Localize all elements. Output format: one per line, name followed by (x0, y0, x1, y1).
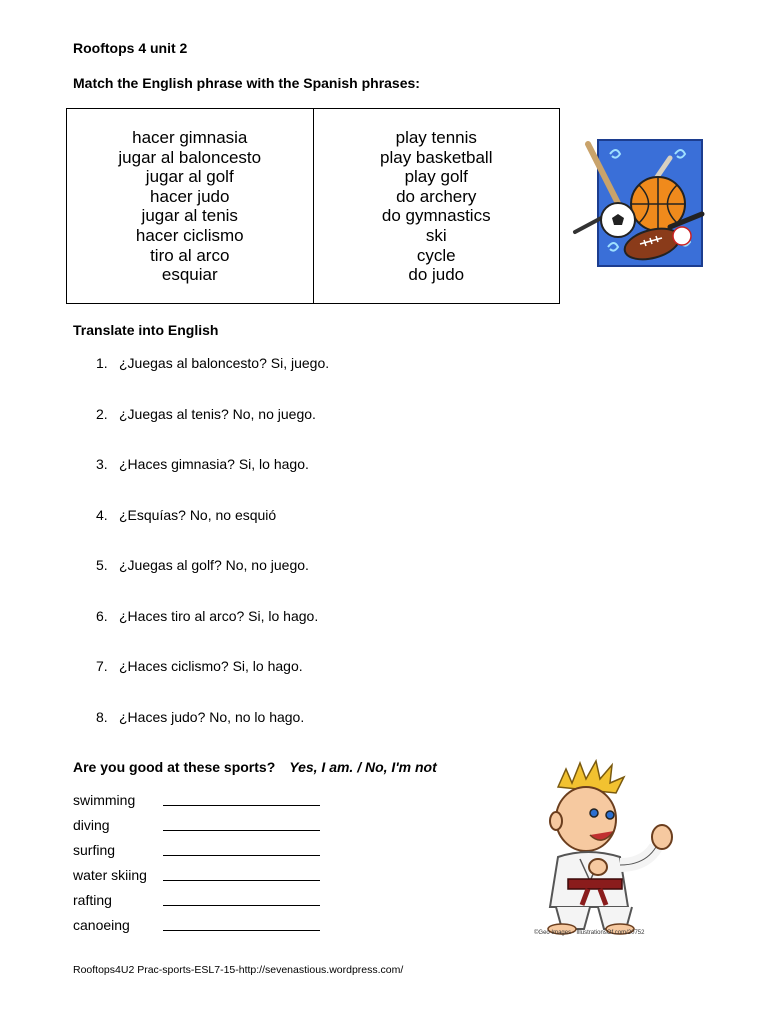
footer-source: Rooftops4U2 Prac-sports-ESL7-15-http://sevenastious.wordpress.com/ (73, 964, 404, 976)
sports-equipment-image (570, 132, 710, 282)
question-number: 3. (96, 456, 108, 472)
spanish-phrase: esquiar (161, 265, 218, 285)
question-item (96, 355, 329, 406)
sport-row (73, 867, 320, 892)
spanish-phrase: jugar al tenis (141, 206, 238, 226)
english-phrase: do gymnastics (381, 206, 491, 226)
sport-name: canoeing (73, 917, 130, 934)
good-at-sports-question: Are you good at these sports? (73, 759, 276, 775)
spanish-phrases-column (67, 109, 314, 303)
question-item (96, 557, 329, 608)
question-number: 1. (96, 355, 108, 371)
sport-name: diving (73, 817, 110, 834)
question-number: 8. (96, 708, 108, 725)
good-at-sports-heading (73, 759, 437, 775)
question-item (96, 406, 329, 457)
answer-blank[interactable] (163, 792, 320, 806)
question-item (96, 658, 329, 709)
spanish-phrase: hacer ciclismo (135, 225, 244, 245)
question-item (96, 507, 329, 558)
english-phrase: ski (425, 225, 447, 245)
image-credit: ©Geo Images · IllustrationsOf.com/20752 (534, 930, 645, 936)
english-phrase: play basketball (380, 147, 493, 167)
question-text: ¿Esquías? No, no esquió (119, 506, 277, 523)
question-text: ¿Haces judo? No, no lo hago. (119, 708, 305, 725)
question-number: 5. (96, 557, 108, 573)
question-text: ¿Juegas al baloncesto? Si, juego. (119, 355, 330, 371)
english-phrase: cycle (416, 245, 456, 265)
answer-blank[interactable] (163, 867, 320, 881)
sport-row (73, 817, 320, 842)
question-item (96, 456, 329, 507)
sports-answer-list (73, 792, 320, 943)
question-text: ¿Juegas al golf? No, no juego. (119, 557, 309, 573)
question-number: 7. (96, 658, 108, 674)
answer-blank[interactable] (163, 842, 320, 856)
good-at-sports-answers: Yes, I am. / No, I'm not (289, 759, 437, 775)
sport-name: swimming (73, 792, 136, 808)
question-number: 6. (96, 607, 108, 624)
answer-blank[interactable] (163, 817, 320, 831)
page-title: Rooftops 4 unit 2 (73, 40, 188, 56)
english-phrase: play golf (404, 167, 468, 187)
translate-heading: Translate into English (73, 322, 219, 338)
spanish-phrase: jugar al golf (145, 167, 234, 187)
question-text: ¿Haces gimnasia? Si, lo hago. (119, 456, 309, 472)
questions-list (96, 355, 329, 759)
sport-name: water skiing (73, 867, 147, 884)
sport-row (73, 892, 320, 917)
spanish-phrase: jugar al baloncesto (118, 147, 262, 167)
question-item (96, 608, 329, 659)
spanish-phrase: hacer gimnasia (132, 128, 248, 147)
english-phrase: play tennis (395, 128, 477, 147)
sport-row (73, 792, 320, 817)
sport-name: surfing (73, 842, 116, 859)
question-text: ¿Haces ciclismo? Si, lo hago. (119, 658, 303, 674)
sport-name: rafting (73, 892, 112, 909)
sport-row (73, 842, 320, 867)
answer-blank[interactable] (163, 892, 320, 906)
karate-boy-image (528, 757, 688, 937)
sport-row (73, 917, 320, 942)
match-instruction: Match the English phrase with the Spanish phrases: (73, 75, 420, 91)
question-text: ¿Haces tiro al arco? Si, lo hago. (119, 607, 319, 624)
question-item (96, 709, 329, 760)
question-number: 2. (96, 405, 108, 422)
english-phrase: do archery (396, 186, 477, 206)
english-phrase: do judo (408, 265, 465, 285)
question-text: ¿Juegas al tenis? No, no juego. (119, 405, 316, 422)
question-number: 4. (96, 506, 108, 523)
spanish-phrase: hacer judo (150, 186, 230, 206)
spanish-phrase: tiro al arco (150, 245, 230, 265)
match-table (66, 108, 560, 304)
answer-blank[interactable] (163, 917, 320, 931)
english-phrases-column (314, 109, 560, 303)
